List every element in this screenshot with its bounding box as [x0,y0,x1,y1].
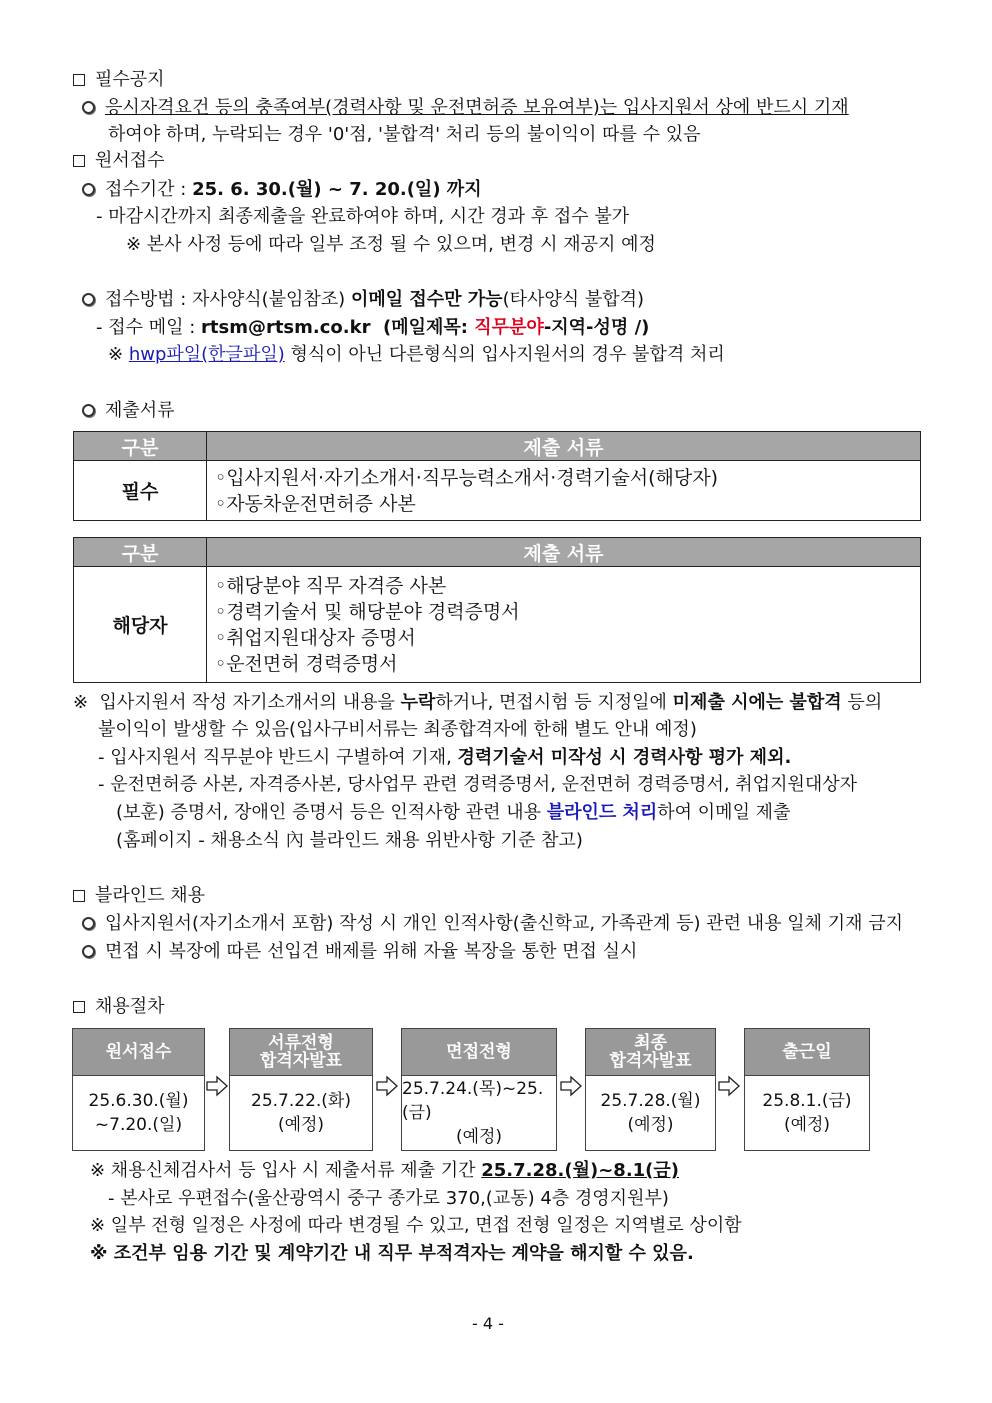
doc-note-2: - 입사지원서 직무분야 반드시 구별하여 기재, 경력기술서 미작성 시 경력사항 평가 제외. [98,747,792,768]
required-label: 필수 [74,461,207,521]
arrow-right-icon [718,1075,740,1097]
application-period: 접수기간 : 25. 6. 30.(월) ~ 7. 20.(일) 까지 [82,178,482,202]
col-header-category: 구분 [74,538,207,567]
process-step-1: 원서접수 25.6.30.(월) ~7.20.(일) [72,1028,205,1151]
circle-bullet-icon [82,183,95,196]
circle-bullet-icon [82,945,95,958]
list-item: ◦경력기술서 및 해당분야 경력증명서 [215,600,520,623]
doc-note-1: ※ 입사지원서 작성 자기소개서의 내용을 누락하거나, 면접시험 등 지정일에 미제출 시에는 불합격 등의 [73,692,883,713]
blind-bullet-1: 입사지원서(자기소개서 포함) 작성 시 개인 인적사항(출신학교, 가족관계 등) 관련 내용 일체 기재 금지 [82,912,903,936]
application-mail: - 접수 메일 : rtsm@rtsm.co.kr (메일제목: 직무분야-지역-성명 /) [96,317,650,338]
application-period-note2: ※ 본사 사정 등에 따라 일부 조정 될 수 있으며, 변경 시 재공지 예정 [126,234,656,255]
process-note-2: - 본사로 우편접수(울산광역시 중구 종가로 370,(교동) 4층 경영지원부) [108,1188,669,1209]
documents-heading: 제출서류 [82,399,175,423]
mail-address: rtsm@rtsm.co.kr [201,317,371,338]
process-step-5: 출근일 25.8.1.(금) (예정) [744,1028,870,1151]
col-header-documents: 제출 서류 [207,538,921,567]
application-method: 접수방법 : 자사양식(붙임참조) 이메일 접수만 가능(타사양식 불합격) [82,288,644,312]
col-header-documents: 제출 서류 [207,432,921,461]
square-bullet-icon [73,155,85,167]
circle-bullet-icon [82,293,95,306]
process-step-3: 면접전형 25.7.24.(목)~25.(금) (예정) [401,1028,557,1151]
notice-bullet: 응시자격요건 등의 충족여부(경력사항 및 운전면허증 보유여부)는 입사지원서 상에 반드시 기재 [82,96,849,120]
list-item: ◦취업지원대상자 증명서 [215,626,416,649]
square-bullet-icon [73,890,85,902]
blind-bullet-2: 면접 시 복장에 따른 선입견 배제를 위해 자율 복장을 통한 면접 실시 [82,940,637,964]
circle-bullet-icon [82,917,95,930]
notice-bullet-cont: 하여야 하며, 누락되는 경우 '0'점, '불합격' 처리 등의 불이익이 따를 수 있음 [108,124,701,145]
circle-bullet-icon [82,404,95,417]
circle-bullet-icon [82,101,95,114]
process-step-4: 최종 합격자발표 25.7.28.(월) (예정) [585,1028,716,1151]
process-note-1: ※ 채용신체검사서 등 입사 시 제출서류 제출 기간 25.7.28.(월)~8.1(금) [90,1160,680,1181]
square-bullet-icon [73,74,85,86]
section-blind-heading: 블라인드 채용 [73,884,205,908]
col-header-category: 구분 [74,432,207,461]
doc-note-3-cont: (보훈) 증명서, 장애인 증명서 등은 인적사항 관련 내용 블라인드 처리하여 이메일 제출 [116,802,791,823]
section-notice-heading: 필수공지 [73,68,165,92]
section-process-heading: 채용절차 [73,995,165,1019]
application-hwp-note: ※ hwp파일(한글파일) 형식이 아닌 다른형식의 입사지원서의 경우 불합격 처리 [108,344,725,365]
arrow-right-icon [560,1075,582,1097]
page-number: - 4 - [472,1314,504,1333]
doc-note-1-cont: 불이익이 발생할 수 있음(입사구비서류는 최종합격자에 한해 별도 안내 예정) [98,719,697,740]
application-period-note: - 마감시간까지 최종제출을 완료하여야 하며, 시간 경과 후 접수 불가 [96,206,630,227]
list-item: ◦운전면허 경력증명서 [215,652,398,675]
process-step-2: 서류전형 합격자발표 25.7.22.(화) (예정) [229,1028,373,1151]
list-item: ◦해당분야 직무 자격증 사본 [215,574,447,597]
process-note-4: ※ 조건부 임용 기간 및 계약기간 내 직무 부적격자는 계약을 해지할 수 있음. [90,1243,694,1264]
hwp-file-link[interactable]: hwp파일(한글파일) [128,344,285,365]
section-application-heading: 원서접수 [73,149,165,173]
square-bullet-icon [73,1001,85,1013]
doc-note-3-ref: (홈페이지 - 채용소식 內 블라인드 채용 위반사항 기준 참고) [116,830,583,851]
required-documents-table [73,431,921,521]
process-note-3: ※ 일부 전형 일정은 사정에 따라 변경될 수 있고, 면접 전형 일정은 지역별로 상이함 [90,1215,742,1236]
arrow-right-icon [206,1075,228,1097]
doc-note-3: - 운전면허증 사본, 자격증사본, 당사업무 관련 경력증명서, 운전면허 경력증명서, 취업지원대상자 [98,774,858,795]
list-item: ◦자동차운전면허증 사본 [215,492,416,515]
applicable-label: 해당자 [74,567,207,683]
applicable-items [207,567,921,683]
arrow-right-icon [376,1075,398,1097]
list-item: ◦입사지원서·자기소개서·직무능력소개서·경력기술서(해당자) [215,466,719,489]
applicable-documents-table [73,537,921,683]
required-items [207,461,921,521]
